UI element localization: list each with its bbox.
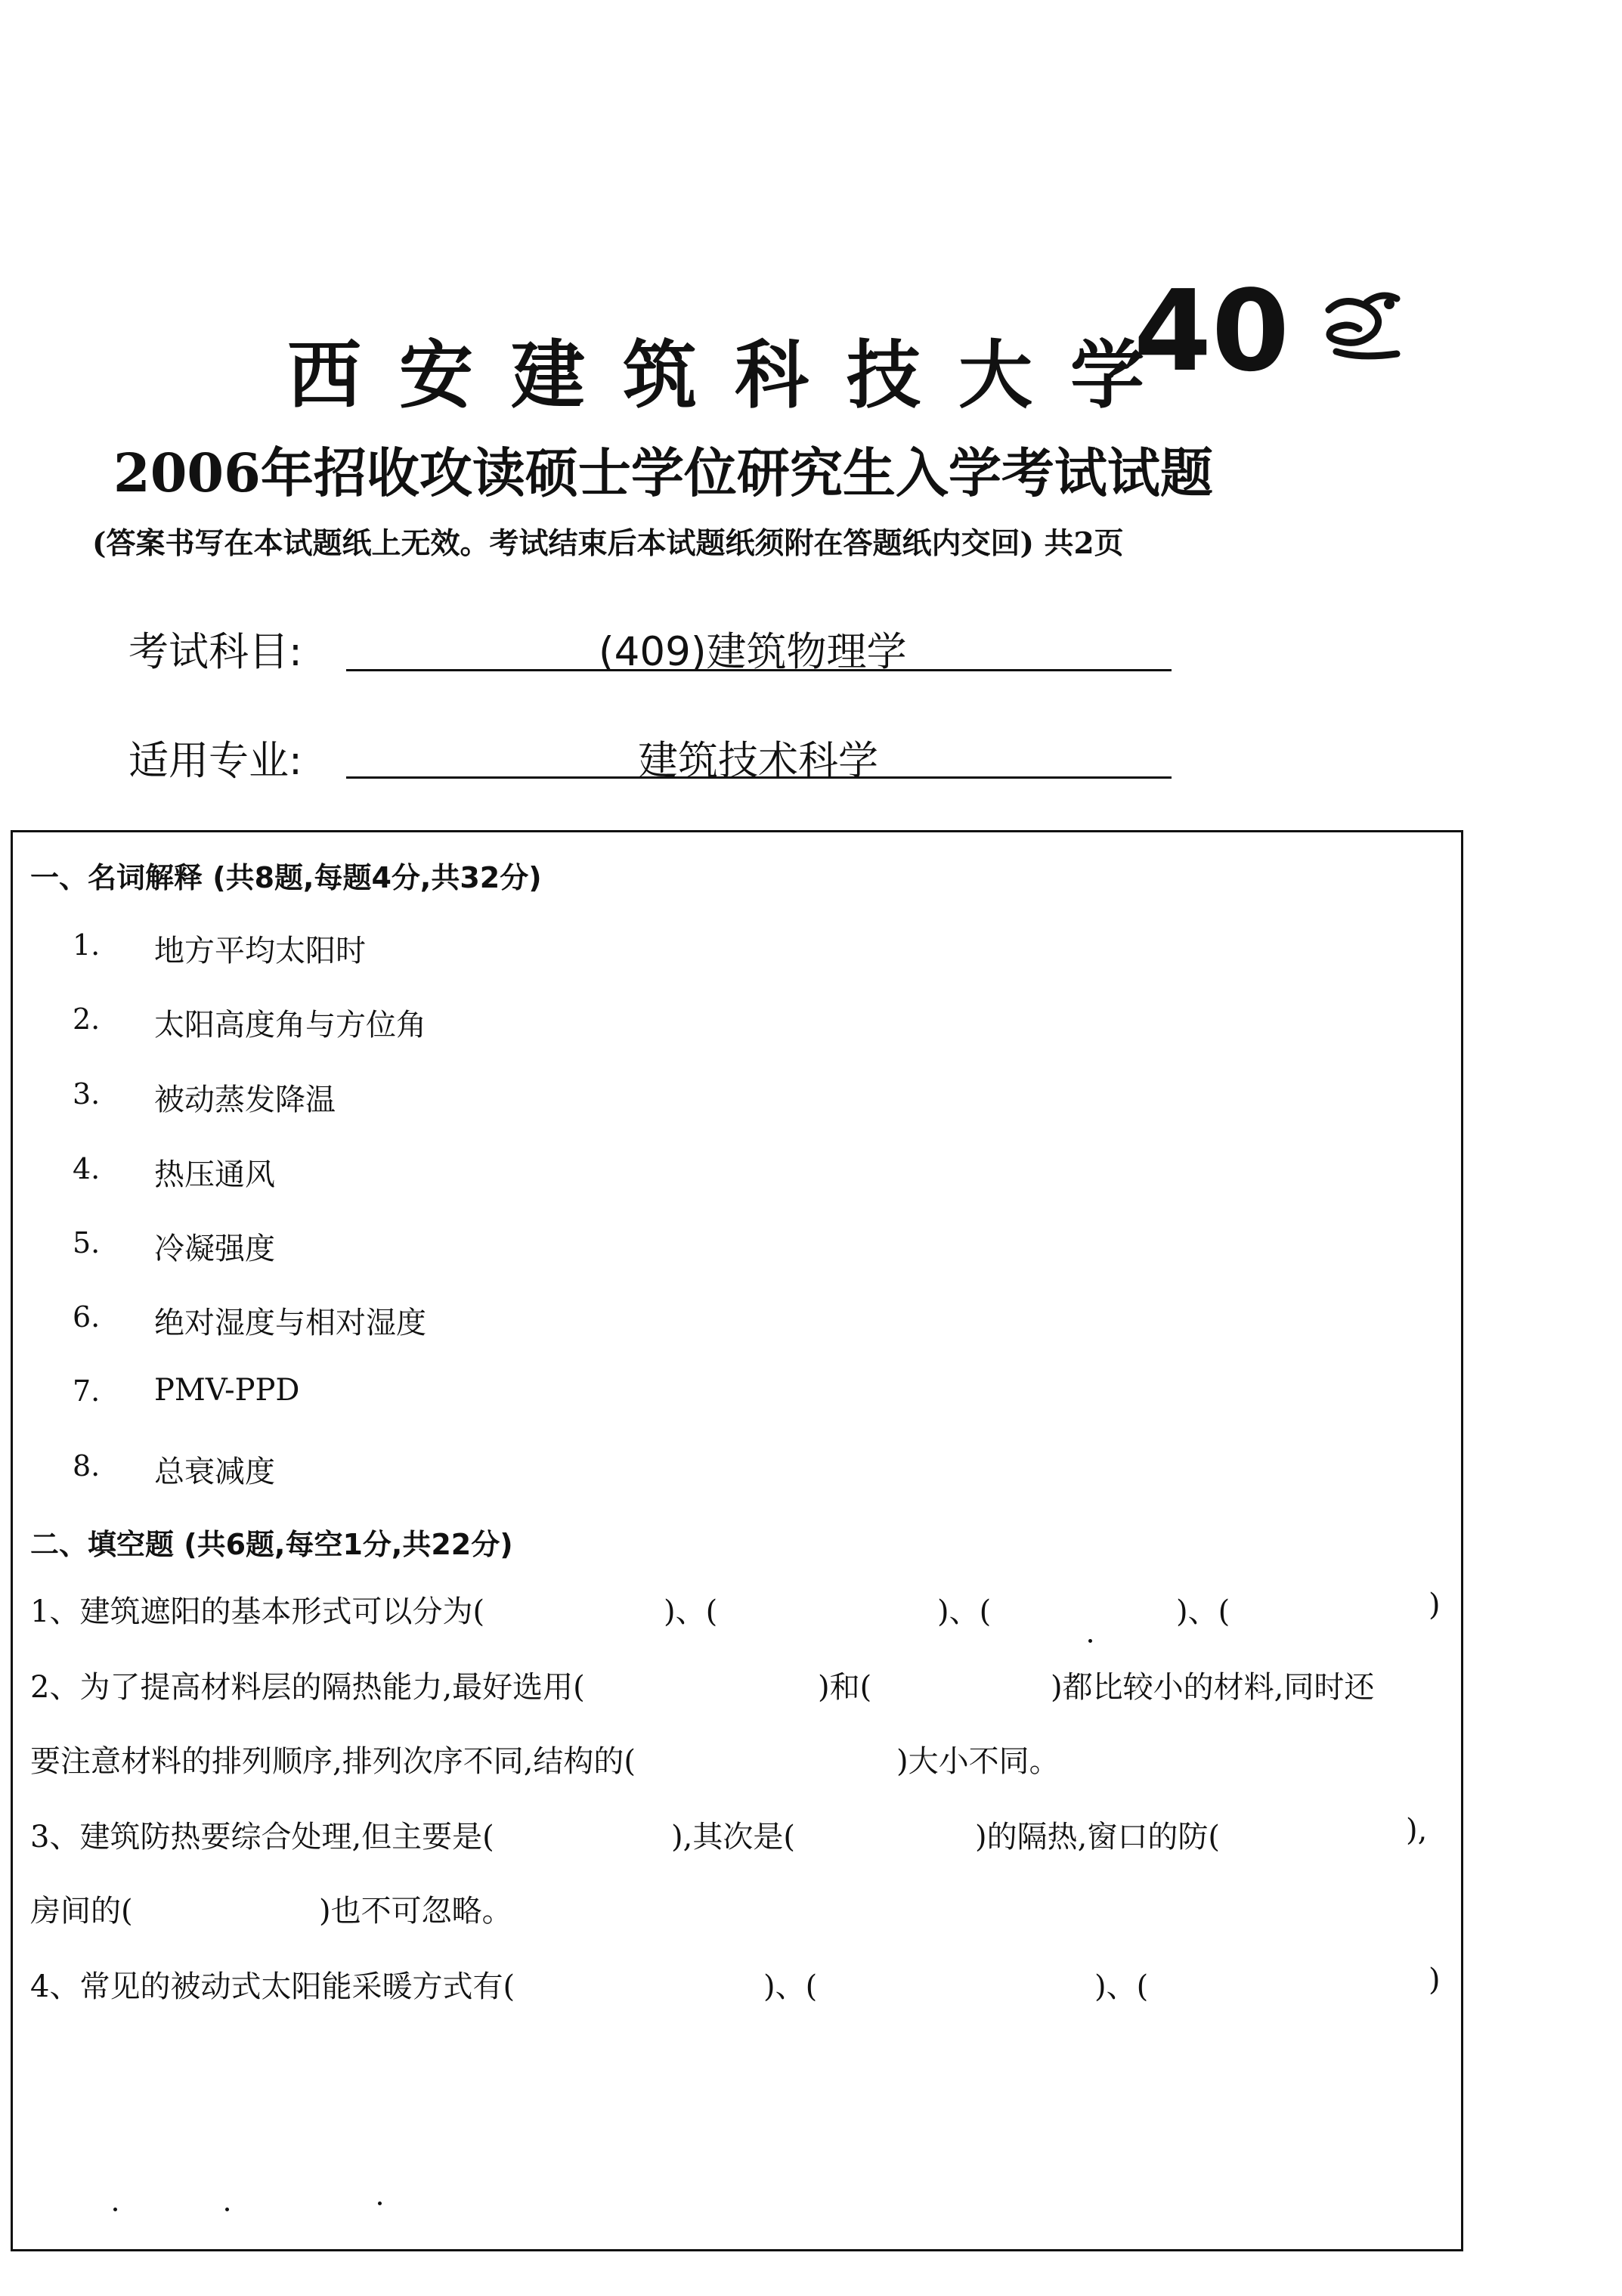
term-number: 1. [73, 928, 101, 962]
scan-speck [1088, 1639, 1092, 1643]
term-text: 地方平均太阳时 [154, 934, 366, 968]
term-number: 8. [73, 1449, 101, 1483]
fill-question-3-cont: 房间的( [30, 1894, 133, 1929]
scan-speck [378, 2201, 382, 2205]
fill-question-1: 1、建筑遮阳的基本形式可以分为( [30, 1594, 485, 1629]
fill-blank-end: ) [1429, 1963, 1441, 1997]
fill-blank-separator: )、( [1176, 1594, 1230, 1629]
term-number: 5. [73, 1226, 101, 1260]
fill-blank-separator: )、( [664, 1594, 718, 1629]
subject-value: (409)建筑物理学 [599, 629, 907, 675]
term-number: 3. [73, 1077, 101, 1111]
handwritten-mark-icon [1314, 287, 1404, 370]
term-text: 太阳高度角与方位角 [154, 1008, 426, 1043]
scan-speck [113, 2208, 117, 2211]
term-text: 冷凝强度 [154, 1232, 275, 1266]
fill-question-2: 2、为了提高材料层的隔热能力,最好选用( [30, 1670, 585, 1705]
fill-blank-separator: )和( [818, 1670, 872, 1705]
term-text: PMV-PPD [154, 1373, 300, 1408]
fill-question-3: 3、建筑防热要综合处理,但主要是( [30, 1820, 494, 1854]
exam-title: 2006年招收攻读硕士学位研究生入学考试试题 [113, 442, 1213, 504]
subject-label: 考试科目: [128, 629, 302, 675]
university-title: 西安建筑科技大学 [287, 333, 1183, 419]
scan-speck [225, 2208, 229, 2211]
fill-blank-separator: )、( [1094, 1969, 1149, 2004]
exam-code-mark: 40 [1134, 266, 1289, 396]
term-text: 热压通风 [154, 1157, 275, 1192]
fill-blank-separator: )都比较小的材料,同时还 [1051, 1670, 1375, 1705]
fill-blank-separator: )大小不同。 [896, 1744, 1060, 1779]
term-text: 被动蒸发降温 [154, 1083, 336, 1117]
term-number: 4. [73, 1152, 101, 1185]
section2-heading: 二、填空题 (共6题,每空1分,共22分) [30, 1528, 513, 1561]
fill-blank-separator: ),其次是( [671, 1820, 795, 1854]
fill-blank-separator: )、( [763, 1969, 818, 2004]
term-number: 7. [73, 1374, 101, 1408]
fill-question-4: 4、常见的被动式太阳能采暖方式有( [30, 1969, 515, 2004]
exam-note: (答案书写在本试题纸上无效。考试结束后本试题纸须附在答题纸内交回) 共2页 [92, 526, 1124, 561]
section1-heading: 一、名词解释 (共8题,每题4分,共32分) [30, 861, 542, 894]
term-text: 总衰减度 [154, 1455, 275, 1489]
fill-blank-end: ) [1429, 1588, 1441, 1622]
fill-question-2-cont: 要注意材料的排列顺序,排列次序不同,结构的( [30, 1744, 636, 1779]
major-label: 适用专业: [128, 738, 302, 784]
fill-blank-separator: )、( [937, 1594, 992, 1629]
major-value: 建筑技术科学 [638, 738, 878, 784]
fill-blank-separator: )的隔热,窗口的防( [975, 1820, 1220, 1854]
fill-blank-separator: )也不可忽略。 [319, 1894, 512, 1929]
term-number: 2. [73, 1002, 101, 1036]
term-text: 绝对湿度与相对湿度 [154, 1306, 426, 1340]
fill-blank-end: ), [1406, 1813, 1428, 1848]
term-number: 6. [73, 1300, 101, 1334]
